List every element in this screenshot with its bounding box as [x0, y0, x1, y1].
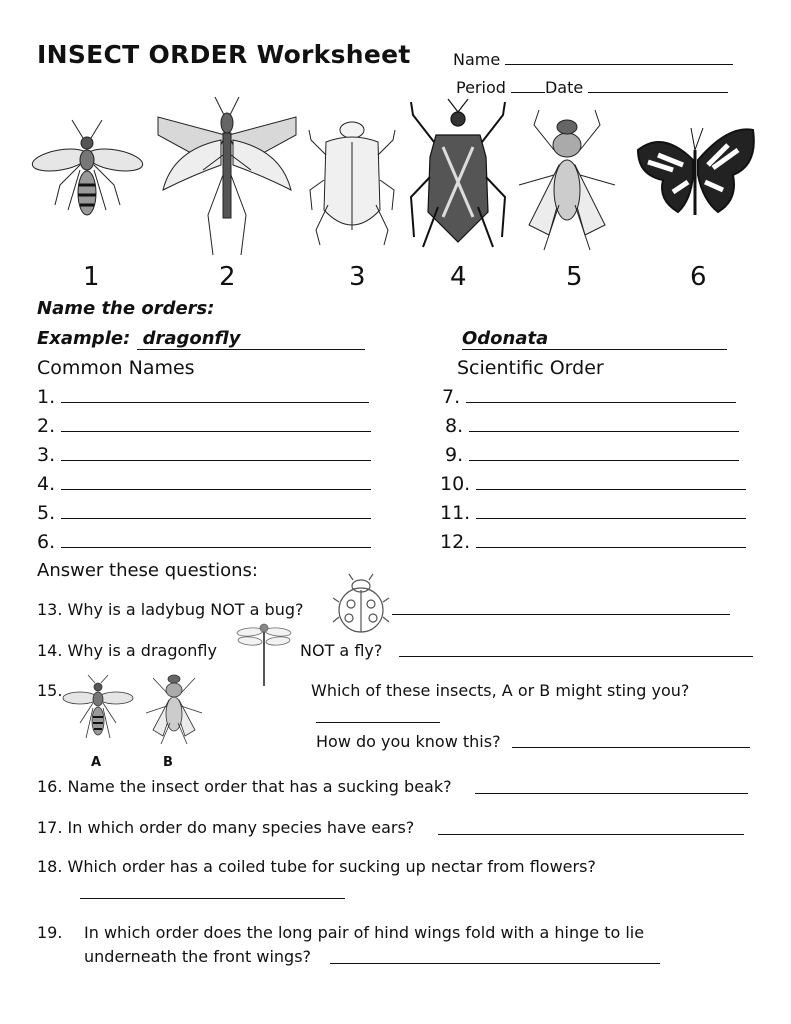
answer-blank[interactable] — [466, 387, 736, 403]
wasp-icon — [62, 673, 134, 743]
answer-blank[interactable] — [61, 503, 371, 519]
answer-blank[interactable] — [61, 387, 369, 403]
question-15-number: 15. — [37, 681, 63, 700]
answer-row[interactable] — [37, 502, 371, 524]
answer-blank[interactable] — [469, 416, 739, 432]
fly-icon — [514, 105, 620, 255]
answer-blank[interactable] — [469, 445, 739, 461]
answer-row[interactable] — [440, 531, 746, 553]
row-number: 5. — [37, 502, 56, 524]
question-17: 17. In which order do many species have ears? — [37, 818, 415, 837]
answer-row[interactable] — [445, 444, 739, 466]
question-19-number: 19. — [37, 923, 63, 942]
answer-blank[interactable] — [61, 474, 371, 490]
question-13: 13. Why is a ladybug NOT a bug? — [37, 600, 304, 619]
row-number: 2. — [37, 415, 56, 437]
answer-blank[interactable] — [61, 416, 371, 432]
wasp-icon — [30, 115, 145, 230]
row-number: 9. — [445, 444, 464, 466]
period-label: Period — [456, 78, 506, 97]
insect-number: 3 — [349, 262, 366, 292]
question-15-followup: How do you know this? — [316, 732, 501, 751]
insect-number: 4 — [450, 262, 467, 292]
answer-blank-15b[interactable] — [512, 747, 750, 748]
answer-blank[interactable] — [61, 445, 371, 461]
example-common: dragonfly — [137, 328, 365, 350]
fly-icon — [143, 668, 205, 746]
example-row — [37, 328, 365, 350]
row-number: 12. — [440, 531, 471, 553]
answer-blank-18[interactable] — [80, 898, 345, 899]
answer-row[interactable] — [37, 531, 371, 553]
question-19: In which order does the long pair of hind wings fold with a hinge to lie — [84, 923, 645, 942]
label-a: A — [91, 755, 102, 770]
row-number: 7. — [442, 386, 461, 408]
date-blank[interactable] — [588, 78, 728, 93]
question-18: 18. Which order has a coiled tube for sucking up nectar from flowers? — [37, 857, 596, 876]
row-number: 8. — [445, 415, 464, 437]
answer-blank-16[interactable] — [475, 793, 748, 794]
answer-blank[interactable] — [61, 532, 371, 548]
answer-row[interactable] — [440, 502, 746, 524]
insect-number: 5 — [566, 262, 583, 292]
section-heading-questions: Answer these questions: — [37, 560, 258, 581]
beetle-icon — [306, 110, 398, 250]
answer-blank[interactable] — [476, 474, 746, 490]
name-blank[interactable] — [505, 50, 733, 65]
period-blank[interactable] — [511, 78, 545, 93]
question-14: 14. Why is a dragonfly — [37, 641, 217, 660]
example-order: Odonata — [462, 328, 727, 350]
butterfly-icon — [633, 120, 758, 225]
answer-blank-15a[interactable] — [316, 722, 440, 723]
section-heading-orders: Name the orders: — [37, 298, 215, 319]
name-field[interactable] — [453, 50, 733, 69]
date-label: Date — [544, 78, 584, 97]
insect-number: 1 — [83, 262, 100, 292]
label-b: B — [163, 755, 173, 770]
answer-blank[interactable] — [476, 503, 746, 519]
answer-blank-19[interactable] — [330, 963, 660, 964]
answer-blank-17[interactable] — [438, 834, 744, 835]
answer-row[interactable] — [37, 415, 371, 437]
answer-blank-13[interactable] — [392, 614, 730, 615]
row-number: 6. — [37, 531, 56, 553]
answer-row[interactable] — [37, 473, 371, 495]
ladybug-icon — [331, 572, 391, 637]
name-label: Name — [453, 50, 501, 69]
row-number: 1. — [37, 386, 56, 408]
column-header-common: Common Names — [37, 357, 195, 379]
question-16: 16. Name the insect order that has a sucking beak? — [37, 777, 452, 796]
grasshopper-icon — [153, 95, 301, 260]
row-number: 10. — [440, 473, 471, 495]
question-19-end: underneath the front wings? — [84, 947, 312, 966]
page-title: INSECT ORDER Worksheet — [37, 40, 411, 69]
answer-row[interactable] — [37, 444, 371, 466]
question-14-end: NOT a fly? — [300, 641, 383, 660]
column-header-order: Scientific Order — [457, 357, 604, 379]
period-date-field[interactable] — [456, 78, 728, 97]
example-label: Example: — [37, 328, 131, 349]
dragonfly-icon — [236, 620, 292, 688]
answer-row[interactable] — [440, 473, 746, 495]
row-number: 11. — [440, 502, 471, 524]
answer-row[interactable] — [442, 386, 736, 408]
insect-number: 6 — [690, 262, 707, 292]
answer-row[interactable] — [37, 386, 369, 408]
answer-blank-14[interactable] — [399, 656, 753, 657]
true-bug-icon — [408, 97, 508, 262]
insect-number: 2 — [219, 262, 236, 292]
answer-blank[interactable] — [476, 532, 746, 548]
row-number: 4. — [37, 473, 56, 495]
question-15: Which of these insects, A or B might sting you? — [311, 681, 690, 700]
answer-row[interactable] — [445, 415, 739, 437]
row-number: 3. — [37, 444, 56, 466]
